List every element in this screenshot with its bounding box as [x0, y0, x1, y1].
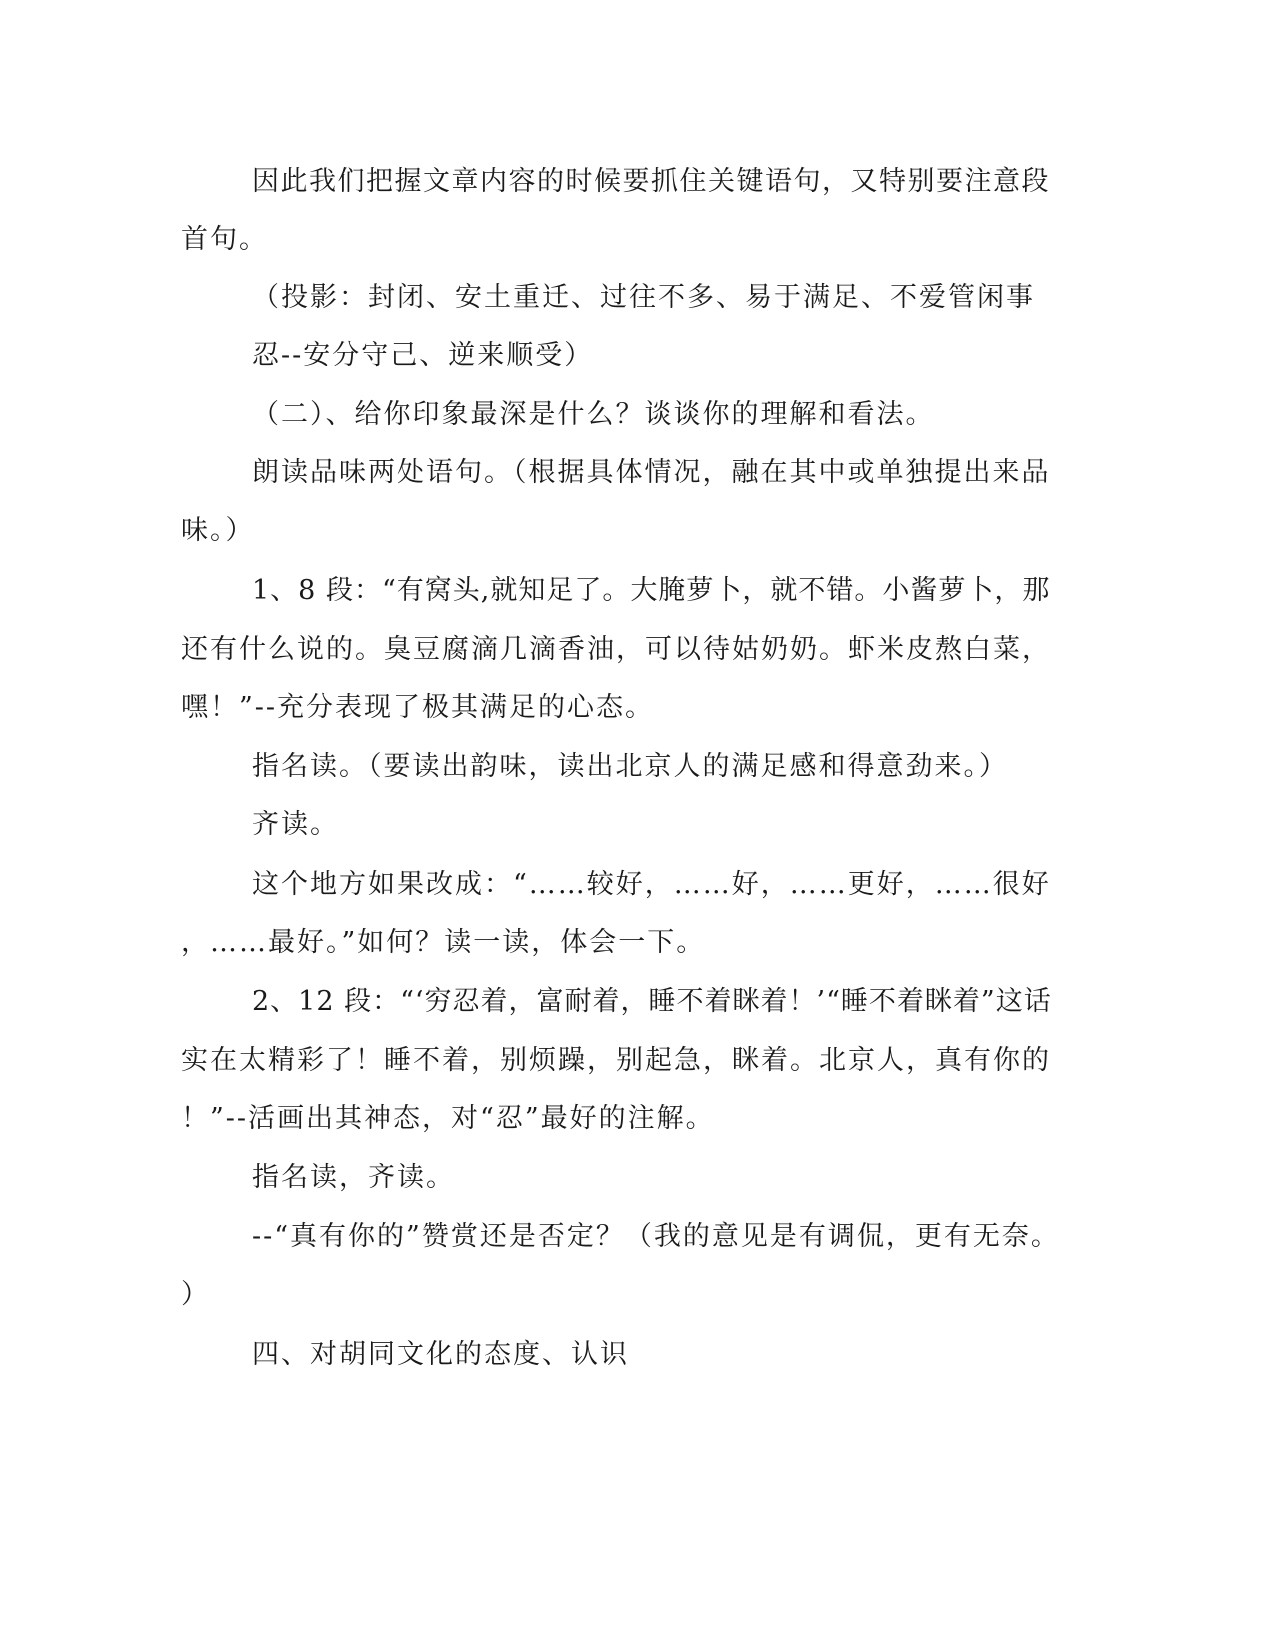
paragraph-line: 齐读。 — [252, 809, 339, 840]
paragraph-line: 2、12 段：“‘穷忍着，富耐着，睡不着眯着！’“睡不着眯着”这话 — [252, 986, 1052, 1017]
paragraph-line: 首句。 — [181, 224, 268, 255]
paragraph-line: ！”--活画出其神态，对“忍”最好的注解。 — [181, 1103, 715, 1134]
paragraph-line: 指名读，齐读。 — [252, 1162, 455, 1193]
paragraph-line: 实在太精彩了！睡不着，别烦躁，别起急，眯着。北京人，真有你的 — [181, 1045, 1051, 1076]
paragraph-line: 忍--安分守己、逆来顺受） — [252, 340, 594, 371]
paragraph-line: 这个地方如果改成：“……较好，……好，……更好，……很好 — [252, 869, 1051, 900]
paragraph-line: （投影：封闭、安土重迁、过往不多、易于满足、不爱管闲事 — [252, 282, 1035, 313]
paragraph-line: 味。） — [181, 515, 255, 546]
section-heading: （二）、给你印象最深是什么？谈谈你的理解和看法。 — [252, 399, 935, 430]
paragraph-line: 指名读。（要读出韵味，读出北京人的满足感和得意劲来。） — [252, 751, 1008, 782]
paragraph-line: 1、8 段：“有窝头,就知足了。大腌萝卜，就不错。小酱萝卜，那 — [252, 575, 1051, 606]
paragraph-line: --“真有你的”赞赏还是否定？（我的意见是有调侃，更有无奈。 — [252, 1221, 1060, 1252]
paragraph-line: 朗读品味两处语句。（根据具体情况，融在其中或单独提出来品 — [252, 457, 1051, 488]
section-heading: 四、对胡同文化的态度、认识 — [252, 1339, 629, 1370]
paragraph-line: ） — [181, 1279, 210, 1310]
paragraph-line: ，……最好。”如何？读一读，体会一下。 — [181, 927, 706, 958]
paragraph-line: 嘿！”--充分表现了极其满足的心态。 — [181, 692, 655, 723]
paragraph-line: 因此我们把握文章内容的时候要抓住关键语句，又特别要注意段 — [252, 166, 1050, 197]
paragraph-line: 还有什么说的。臭豆腐滴几滴香油，可以待姑奶奶。虾米皮熬白菜， — [181, 634, 1051, 665]
